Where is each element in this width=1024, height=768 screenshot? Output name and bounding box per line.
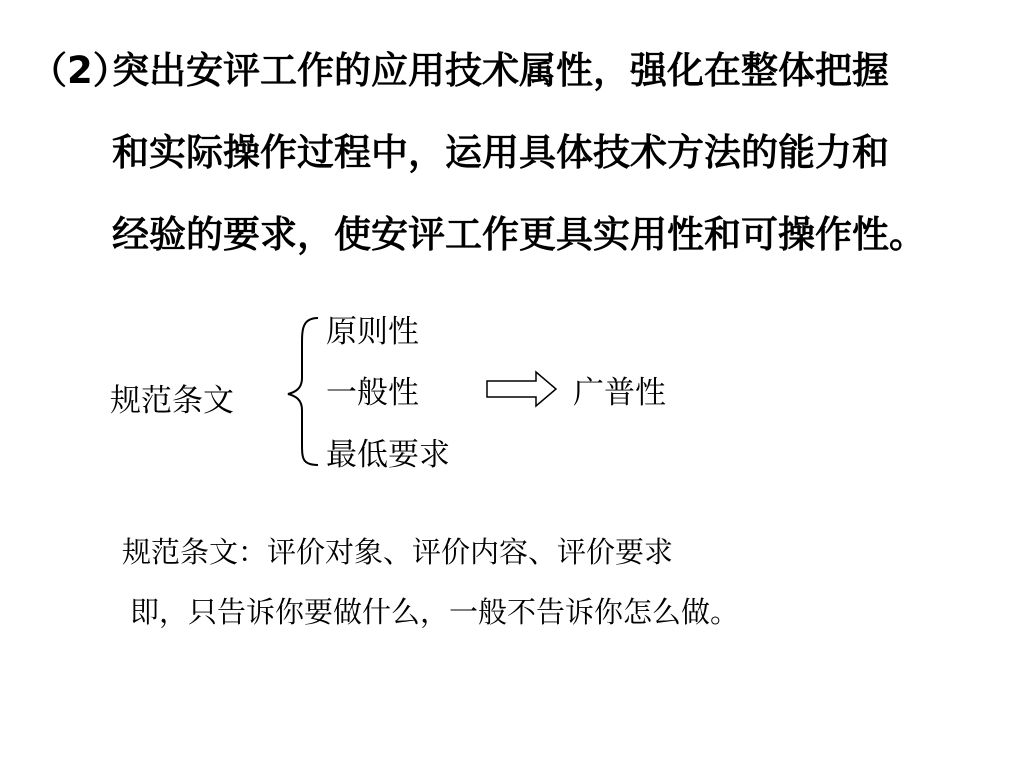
curly-brace — [288, 318, 318, 465]
statement-text-1: 突出安评工作的应用技术属性，强化在整体把握 — [112, 49, 889, 92]
branch-general: 一般性 — [326, 375, 419, 411]
right-arrow — [487, 372, 556, 406]
statement-line-3: 经验的要求，使安评工作更具实用性和可操作性。 — [112, 213, 926, 256]
branch-principle: 原则性 — [326, 314, 419, 350]
statement-line-2: 和实际操作过程中，运用具体技术方法的能力和 — [112, 131, 889, 174]
branch-minimum: 最低要求 — [326, 437, 450, 473]
diagram-result-label: 广普性 — [573, 375, 666, 411]
note-line-2: 即，只告诉你要做什么，一般不告诉你怎么做。 — [130, 595, 740, 629]
diagram-root-label: 规范条文 — [110, 383, 234, 419]
note-line-1: 规范条文：评价对象、评价内容、评价要求 — [122, 535, 674, 569]
item-number: （2） — [30, 49, 130, 92]
